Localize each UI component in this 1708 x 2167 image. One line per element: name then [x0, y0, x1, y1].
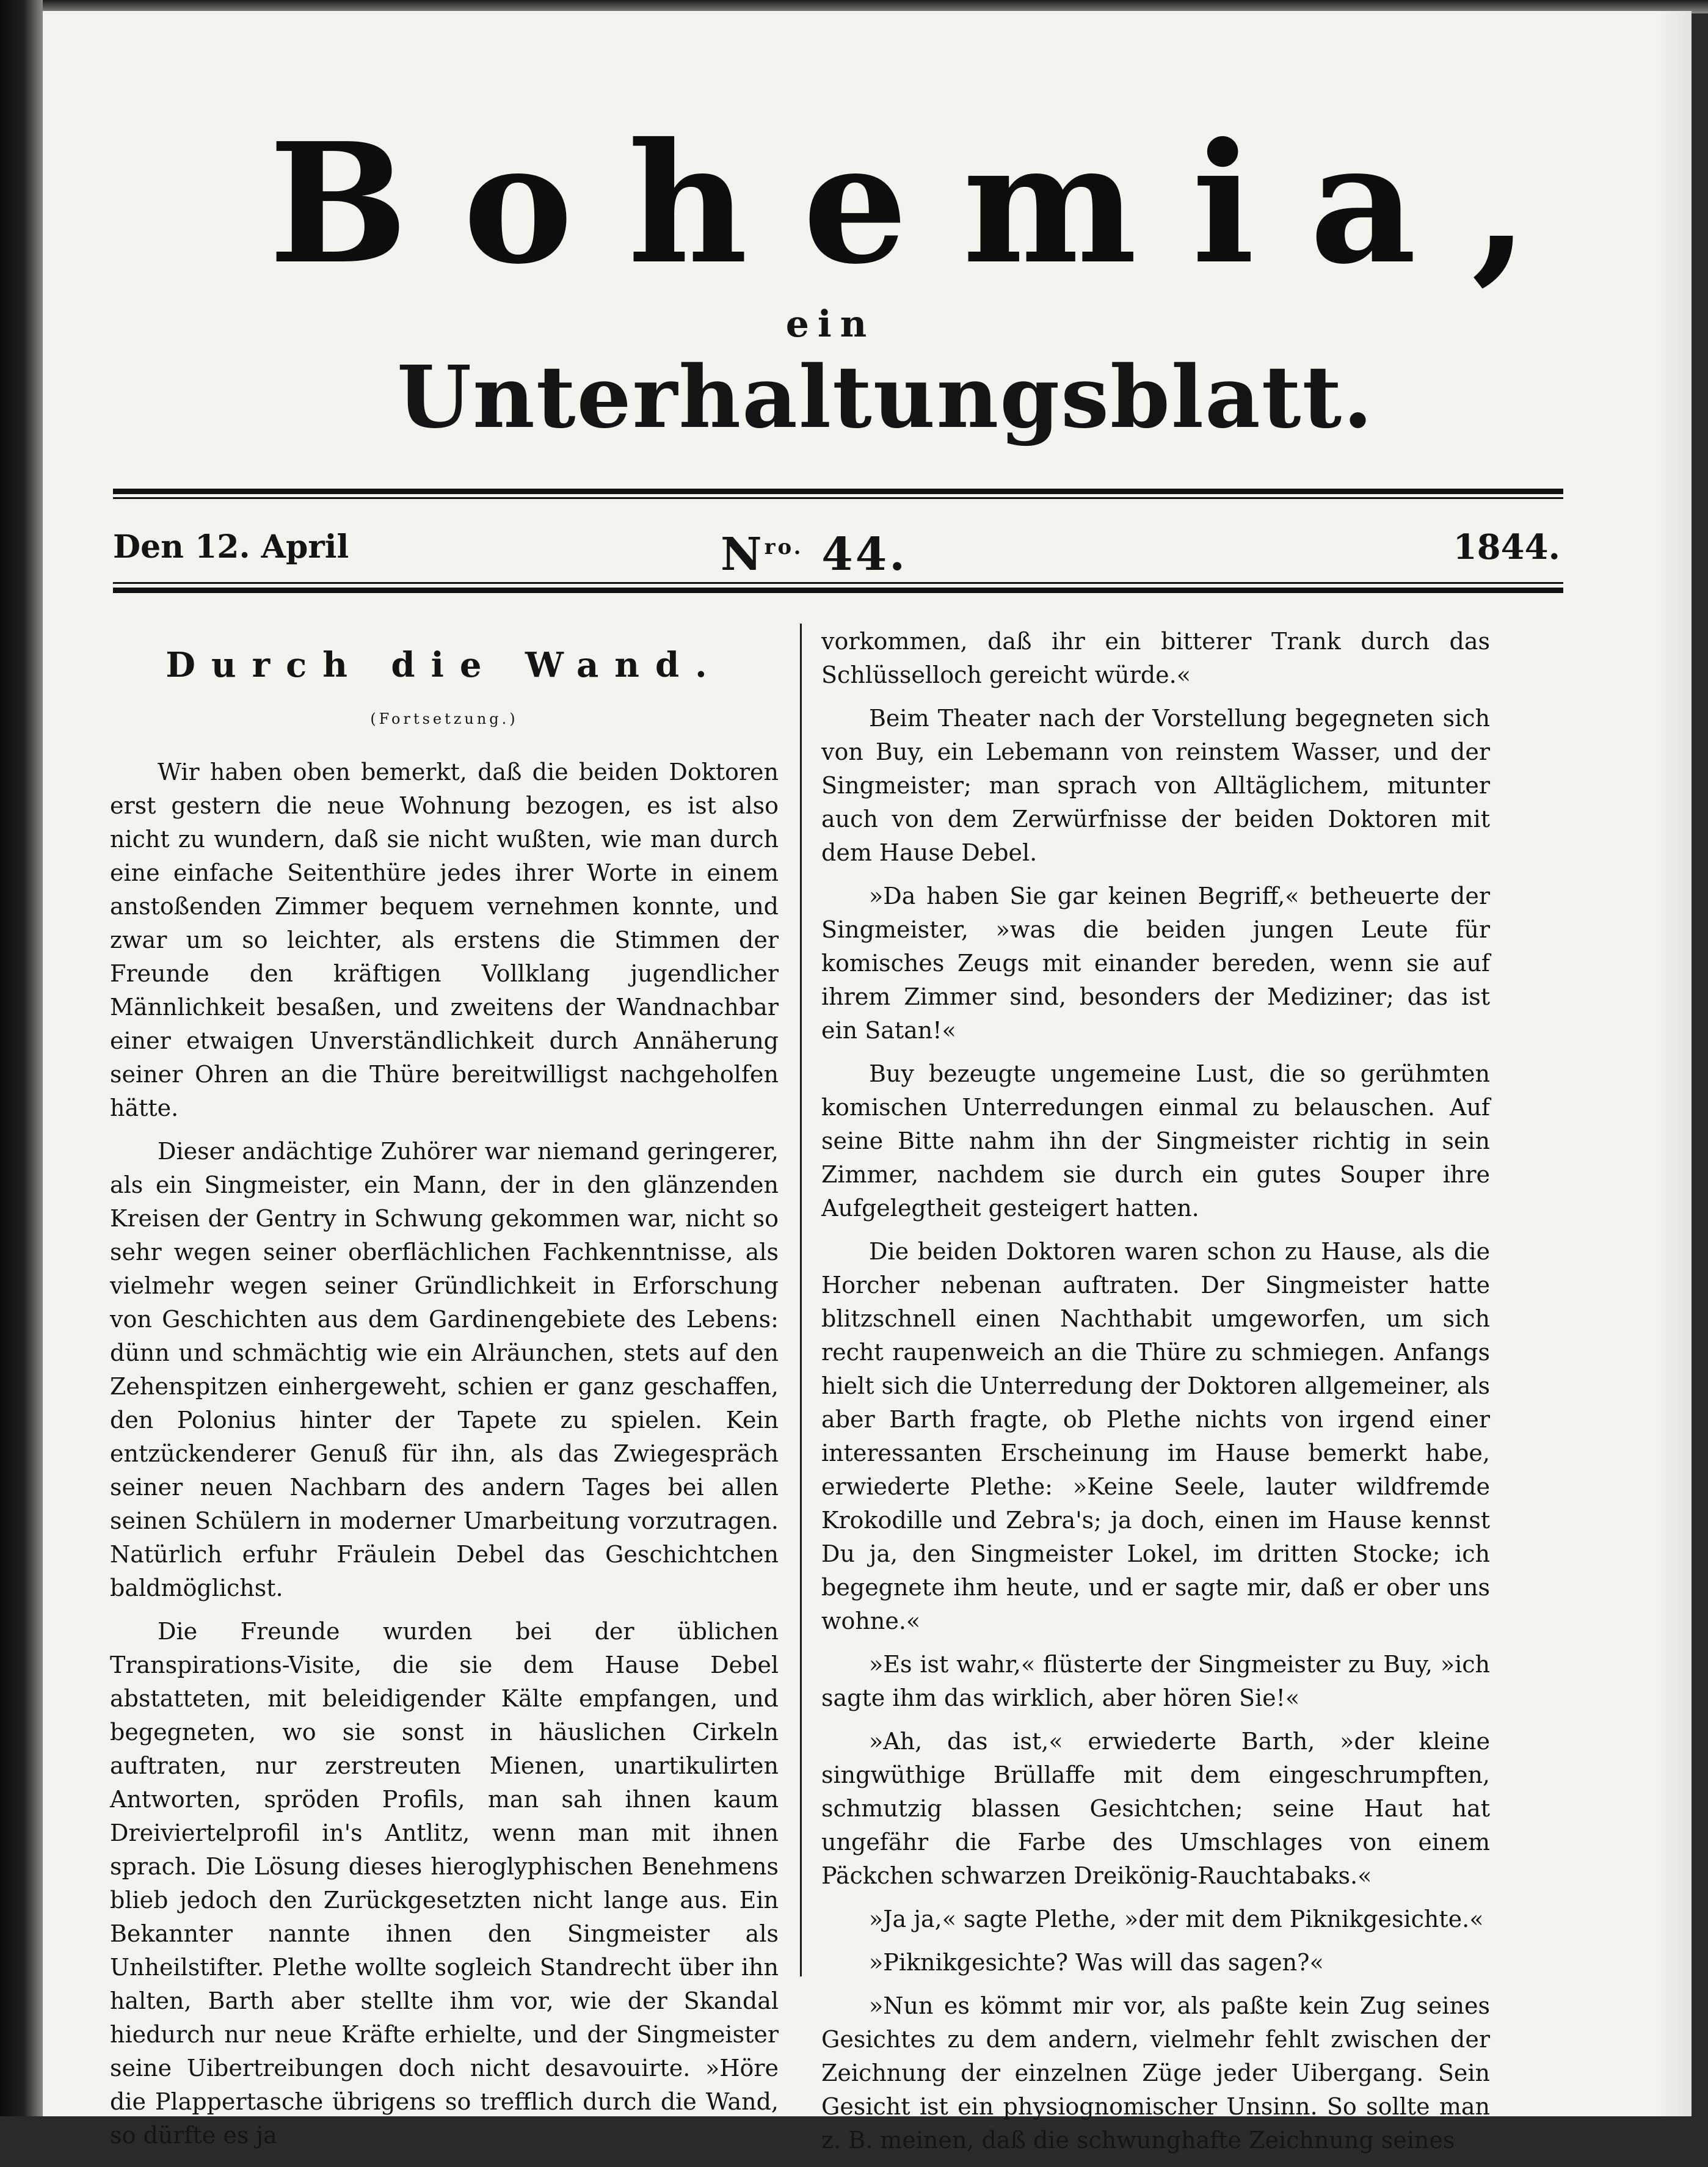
- page-edge-shadow: [1655, 11, 1692, 2116]
- issue-number: [721, 520, 907, 581]
- issue-number-prefix: N: [721, 528, 765, 581]
- paragraph: vorkommen, daß ihr ein bitterer Trank durch das Schlüsselloch gereicht würde.«: [821, 628, 1490, 688]
- paragraph: »Ja ja,« sagte Plethe, »der mit dem Piknikgesichte.«: [869, 1906, 1484, 1932]
- masthead-title: Bohemia,: [269, 106, 1584, 300]
- paragraph: »Piknikgesichte? Was will das sagen?«: [869, 1949, 1324, 1976]
- column-right: [821, 625, 1490, 2167]
- issue-year: 1844.: [1453, 527, 1560, 567]
- paragraph: Beim Theater nach der Vorstellung begegneten sich von Buy, ein Lebemann von reinstem Wasser, und der Singmeister; man sprach von Alltäglichem, mitunter auch von dem Zerwürfnisse der beiden Doktoren mit dem Hause Debel.: [821, 705, 1490, 866]
- rule-bottom-thick: [113, 588, 1563, 593]
- rule-top-thick: [113, 489, 1563, 494]
- paragraph: »Nun es kömmt mir vor, als paßte kein Zug seines Gesichtes zu dem andern, vielmehr fehlt zwischen der Zeichnung der einzelnen Züge jeder Uibergang. Sein Gesicht ist ein physiognomischer Unsinn. So sollte man z. B. meinen, daß die schwunghafte Zeichnung seines: [821, 1992, 1490, 2154]
- paragraph: »Ah, das ist,« erwiederte Barth, »der kleine singwüthige Brüllaffe mit dem eingeschrumpften, schmutzig blassen Gesichtchen; seine Haut hat ungefähr die Farbe des Umschlages von einem Päckchen schwarzen Dreikönig-Rauchtabaks.«: [821, 1728, 1490, 1889]
- scan-border-left: [0, 0, 43, 2116]
- paragraph: »Es ist wahr,« flüsterte der Singmeister zu Buy, »ich sagte ihm das wirklich, aber hören Sie!«: [821, 1651, 1490, 1711]
- masthead-subtitle: Unterhaltungsblatt.: [397, 348, 1374, 448]
- rule-top-thin: [113, 497, 1563, 499]
- issue-number-value: 44.: [821, 528, 907, 581]
- rule-bottom-thin: [113, 582, 1563, 584]
- newspaper-page: [43, 11, 1692, 2154]
- column-divider: [800, 624, 802, 1976]
- paragraph: Wir haben oben bemerkt, daß die beiden Doktoren erst gestern die neue Wohnung bezogen, es ist also nicht zu wundern, daß sie nicht wußten, wie man durch eine einfache Seitenthüre jedes ihrer Worte in einem anstoßenden Zimmer bequem vernehmen konnte, und zwar um so leichter, als erstens die Stimmen der Freunde den kräftigen Vollklang jugendlicher Männlichkeit besaßen, und zweitens der Wandnachbar einer etwaigen Unverständlichkeit durch Annäherung seiner Ohren an die Thüre bereitwilligst nachgeholfen hätte.: [110, 759, 779, 1121]
- masthead-ein: ein: [785, 303, 876, 346]
- column-left: [110, 625, 779, 2162]
- paragraph: Dieser andächtige Zuhörer war niemand geringerer, als ein Singmeister, ein Mann, der in den glänzenden Kreisen der Gentry in Schwung gekommen war, nicht so sehr wegen seiner oberflächlichen Fachkenntnisse, als vielmehr wegen seiner Gründlichkeit in Erforschung von Geschichten aus dem Gardinengebiete des Lebens: dünn und schmächtig wie ein Alräunchen, stets auf den Zehenspitzen einhergeweht, schien er ganz geschaffen, den Polonius hinter der Tapete zu spielen. Kein entzückenderer Genuß für ihn, als das Zwiegespräch seiner neuen Nachbarn des andern Tages bei allen seinen Schülern in moderner Umarbeitung vorzutragen. Natürlich erfuhr Fräulein Debel das Geschichtchen baldmöglichst.: [110, 1138, 779, 1601]
- paragraph: Buy bezeugte ungemeine Lust, die so gerühmten komischen Unterredungen einmal zu belauschen. Auf seine Bitte nahm ihn der Singmeister richtig in sein Zimmer, nachdem sie durch ein gutes Souper ihre Aufgelegtheit gesteigert hatten.: [821, 1060, 1490, 1222]
- paragraph: »Da haben Sie gar keinen Begriff,« betheuerte der Singmeister, »was die beiden jungen Leute für komisches Zeugs mit einander bereden, wenn sie auf ihrem Zimmer sind, besonders der Mediziner; das ist ein Satan!«: [821, 883, 1490, 1044]
- paragraph: Die Freunde wurden bei der üblichen Transpirations-Visite, die sie dem Hause Debel abstatteten, mit beleidigender Kälte empfangen, und begegneten, wo sie sonst in häuslichen Cirkeln auftraten, nur zerstreuten Mienen, unartikulirten Antworten, spröden Profils, man sah ihnen kaum Dreiviertelprofil in's Antlitz, wenn man mit ihnen sprach. Die Lösung dieses hieroglyphischen Benehmens blieb jedoch den Zurückgesetzten nicht lange aus. Ein Bekannter nannte ihnen den Singmeister als Unheilstifter. Plethe wollte sogleich Standrecht über ihn halten, Barth aber stellte ihm vor, wie der Skandal hiedurch nur neue Kräfte erhielte, und der Singmeister seine Uibertreibungen doch nicht desavouirte. »Höre die Plappertasche übrigens so trefflich durch die Wand, so dürfte es ja: [110, 1618, 779, 2149]
- issue-date: Den 12. April: [113, 528, 349, 566]
- article-continuation-note: (Fortsetzung.): [370, 710, 518, 727]
- article-title: Durch die Wand.: [165, 645, 723, 685]
- issue-number-sup: ro.: [764, 535, 804, 559]
- paragraph: Die beiden Doktoren waren schon zu Hause, als die Horcher nebenan auftraten. Der Singmeister hatte blitzschnell einen Nachthabit umgeworfen, um sich recht raupenweich an die Thüre zu schmiegen. Anfangs hielt sich die Unterredung der Doktoren allgemeiner, als aber Barth fragte, ob Plethe nichts von irgend einer interessanten Erscheinung im Hause bemerkt habe, erwiederte Plethe: »Keine Seele, lauter wildfremde Krokodille und Zebra's; ja doch, einen im Hause kennst Du ja, den Singmeister Lokel, im dritten Stocke; ich begegnete ihm heute, und er sagte mir, daß er ober uns wohne.«: [821, 1238, 1490, 1634]
